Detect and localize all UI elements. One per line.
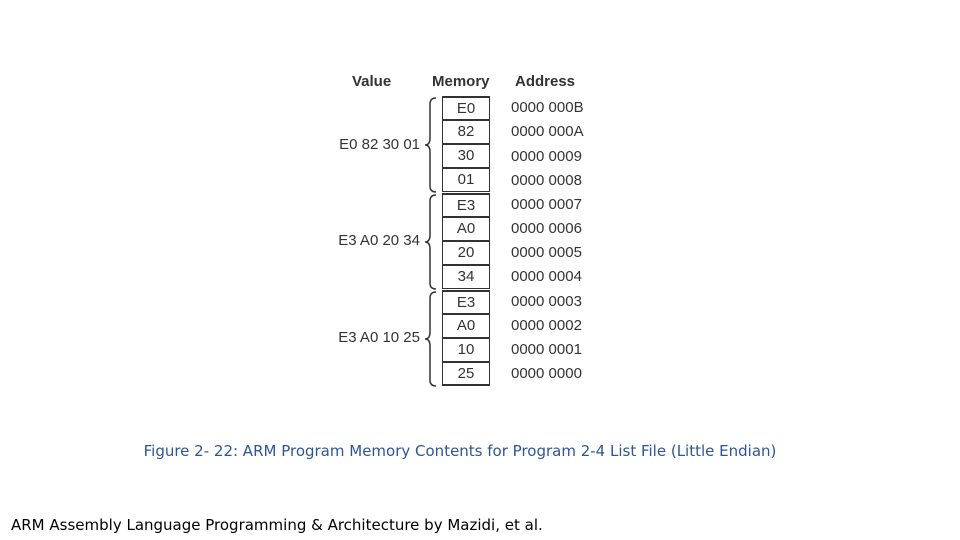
address-label: 0000 0004 bbox=[511, 268, 582, 285]
group-value-label: E3 A0 10 25 bbox=[338, 329, 420, 346]
memory-cell: 30 bbox=[442, 144, 490, 168]
memory-cell: 82 bbox=[442, 120, 490, 144]
memory-cell: 25 bbox=[442, 362, 490, 386]
figure-caption: Figure 2- 22: ARM Program Memory Contents for Program 2-4 List File (Little Endian) bbox=[143, 442, 777, 460]
memory-cell: A0 bbox=[442, 314, 490, 338]
memory-cell: E3 bbox=[442, 290, 490, 314]
column-header-value: Value bbox=[352, 73, 392, 90]
address-label: 0000 0005 bbox=[511, 244, 582, 261]
group-brace bbox=[424, 290, 440, 388]
memory-cell: 20 bbox=[442, 241, 490, 265]
group-brace bbox=[424, 96, 440, 194]
address-label: 0000 0008 bbox=[511, 172, 582, 189]
address-label: 0000 0003 bbox=[511, 293, 582, 310]
group-brace bbox=[424, 193, 440, 291]
column-header-memory: Memory bbox=[432, 73, 490, 90]
address-label: 0000 0000 bbox=[511, 365, 582, 382]
group-value-label: E0 82 30 01 bbox=[339, 136, 420, 153]
address-label: 0000 000B bbox=[511, 99, 584, 116]
memory-cell: 34 bbox=[442, 265, 490, 289]
address-label: 0000 0006 bbox=[511, 220, 582, 237]
memory-cell: E3 bbox=[442, 193, 490, 217]
address-label: 0000 0009 bbox=[511, 148, 582, 165]
address-label: 0000 0001 bbox=[511, 341, 582, 358]
memory-cell: 01 bbox=[442, 168, 490, 192]
column-header-address: Address bbox=[515, 73, 576, 90]
address-label: 0000 0002 bbox=[511, 317, 582, 334]
footer-credit: ARM Assembly Language Programming & Architecture by Mazidi, et al. bbox=[11, 516, 543, 534]
address-label: 0000 0007 bbox=[511, 196, 582, 213]
address-label: 0000 000A bbox=[511, 123, 584, 140]
memory-cell: 10 bbox=[442, 338, 490, 362]
group-value-label: E3 A0 20 34 bbox=[338, 232, 420, 249]
memory-cell: E0 bbox=[442, 96, 490, 120]
memory-cell: A0 bbox=[442, 217, 490, 241]
